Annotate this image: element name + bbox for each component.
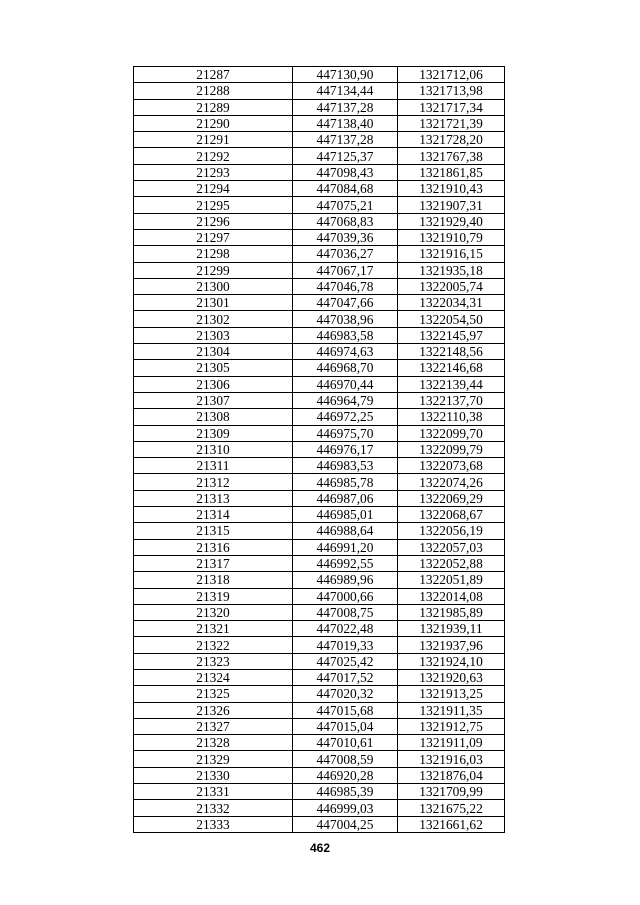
table-row [134,181,505,197]
point-number-cell: 21295 [134,197,293,213]
table-row [134,539,505,555]
x-coordinate-cell: 446987,06 [293,490,398,506]
x-coordinate-cell: 447004,25 [293,816,398,832]
x-coordinate-cell: 446972,25 [293,409,398,425]
table-row [134,213,505,229]
table-row [134,327,505,343]
point-number-cell: 21317 [134,555,293,571]
point-number-cell: 21289 [134,99,293,115]
point-number-cell: 21288 [134,83,293,99]
point-number-cell: 21328 [134,735,293,751]
point-number-cell: 21302 [134,311,293,327]
y-coordinate-cell: 1322139,44 [398,376,505,392]
point-number-cell: 21301 [134,295,293,311]
table-row [134,344,505,360]
x-coordinate-cell: 447015,04 [293,718,398,734]
y-coordinate-cell: 1321728,20 [398,132,505,148]
table-row [134,99,505,115]
coordinates-table-body [134,67,505,833]
y-coordinate-cell: 1322074,26 [398,474,505,490]
table-row [134,507,505,523]
x-coordinate-cell: 446920,28 [293,767,398,783]
table-row [134,604,505,620]
x-coordinate-cell: 447017,52 [293,669,398,685]
y-coordinate-cell: 1321721,39 [398,115,505,131]
x-coordinate-cell: 447098,43 [293,164,398,180]
y-coordinate-cell: 1321912,75 [398,718,505,734]
x-coordinate-cell: 447010,61 [293,735,398,751]
table-row [134,735,505,751]
y-coordinate-cell: 1321910,43 [398,181,505,197]
point-number-cell: 21305 [134,360,293,376]
y-coordinate-cell: 1321924,10 [398,653,505,669]
x-coordinate-cell: 446985,78 [293,474,398,490]
table-row [134,702,505,718]
y-coordinate-cell: 1321920,63 [398,669,505,685]
point-number-cell: 21315 [134,523,293,539]
table-row [134,458,505,474]
x-coordinate-cell: 446991,20 [293,539,398,555]
point-number-cell: 21306 [134,376,293,392]
table-row [134,83,505,99]
y-coordinate-cell: 1321929,40 [398,213,505,229]
point-number-cell: 21331 [134,784,293,800]
x-coordinate-cell: 447015,68 [293,702,398,718]
point-number-cell: 21319 [134,588,293,604]
point-number-cell: 21322 [134,637,293,653]
y-coordinate-cell: 1321767,38 [398,148,505,164]
y-coordinate-cell: 1321939,11 [398,621,505,637]
x-coordinate-cell: 447134,44 [293,83,398,99]
point-number-cell: 21325 [134,686,293,702]
y-coordinate-cell: 1322099,70 [398,425,505,441]
page-number: 462 [309,841,331,855]
x-coordinate-cell: 447000,66 [293,588,398,604]
y-coordinate-cell: 1322110,38 [398,409,505,425]
point-number-cell: 21303 [134,327,293,343]
table-row [134,621,505,637]
y-coordinate-cell: 1322068,67 [398,507,505,523]
x-coordinate-cell: 447008,59 [293,751,398,767]
y-coordinate-cell: 1321717,34 [398,99,505,115]
point-number-cell: 21299 [134,262,293,278]
x-coordinate-cell: 447075,21 [293,197,398,213]
table-row [134,278,505,294]
y-coordinate-cell: 1322034,31 [398,295,505,311]
table-row [134,653,505,669]
point-number-cell: 21308 [134,409,293,425]
x-coordinate-cell: 446970,44 [293,376,398,392]
table-row [134,311,505,327]
x-coordinate-cell: 446985,39 [293,784,398,800]
x-coordinate-cell: 447084,68 [293,181,398,197]
point-number-cell: 21300 [134,278,293,294]
y-coordinate-cell: 1321935,18 [398,262,505,278]
table-row [134,67,505,83]
table-row [134,490,505,506]
x-coordinate-cell: 447020,32 [293,686,398,702]
table-row [134,588,505,604]
x-coordinate-cell: 447125,37 [293,148,398,164]
point-number-cell: 21323 [134,653,293,669]
point-number-cell: 21316 [134,539,293,555]
y-coordinate-cell: 1322073,68 [398,458,505,474]
x-coordinate-cell: 447008,75 [293,604,398,620]
table-row [134,164,505,180]
y-coordinate-cell: 1322145,97 [398,327,505,343]
table-row [134,800,505,816]
point-number-cell: 21312 [134,474,293,490]
y-coordinate-cell: 1322056,19 [398,523,505,539]
point-number-cell: 21309 [134,425,293,441]
y-coordinate-cell: 1322052,88 [398,555,505,571]
y-coordinate-cell: 1321913,25 [398,686,505,702]
table-row [134,816,505,832]
x-coordinate-cell: 447130,90 [293,67,398,83]
table-row [134,376,505,392]
point-number-cell: 21326 [134,702,293,718]
y-coordinate-cell: 1321937,96 [398,637,505,653]
x-coordinate-cell: 447067,17 [293,262,398,278]
point-number-cell: 21314 [134,507,293,523]
point-number-cell: 21296 [134,213,293,229]
table-row [134,295,505,311]
point-number-cell: 21327 [134,718,293,734]
point-number-cell: 21293 [134,164,293,180]
x-coordinate-cell: 447036,27 [293,246,398,262]
x-coordinate-cell: 447137,28 [293,132,398,148]
point-number-cell: 21287 [134,67,293,83]
table-row [134,686,505,702]
table-row [134,555,505,571]
x-coordinate-cell: 446974,63 [293,344,398,360]
x-coordinate-cell: 447138,40 [293,115,398,131]
point-number-cell: 21332 [134,800,293,816]
y-coordinate-cell: 1321910,79 [398,229,505,245]
x-coordinate-cell: 447068,83 [293,213,398,229]
x-coordinate-cell: 446992,55 [293,555,398,571]
x-coordinate-cell: 447046,78 [293,278,398,294]
y-coordinate-cell: 1322051,89 [398,572,505,588]
y-coordinate-cell: 1321911,09 [398,735,505,751]
y-coordinate-cell: 1322137,70 [398,392,505,408]
table-row [134,392,505,408]
table-row [134,197,505,213]
y-coordinate-cell: 1321675,22 [398,800,505,816]
x-coordinate-cell: 447039,36 [293,229,398,245]
point-number-cell: 21297 [134,229,293,245]
y-coordinate-cell: 1322054,50 [398,311,505,327]
table-row [134,637,505,653]
y-coordinate-cell: 1321713,98 [398,83,505,99]
y-coordinate-cell: 1321907,31 [398,197,505,213]
point-number-cell: 21333 [134,816,293,832]
y-coordinate-cell: 1322057,03 [398,539,505,555]
y-coordinate-cell: 1321709,99 [398,784,505,800]
point-number-cell: 21311 [134,458,293,474]
table-row [134,441,505,457]
x-coordinate-cell: 446988,64 [293,523,398,539]
y-coordinate-cell: 1321985,89 [398,604,505,620]
y-coordinate-cell: 1322005,74 [398,278,505,294]
x-coordinate-cell: 447025,42 [293,653,398,669]
point-number-cell: 21313 [134,490,293,506]
coordinates-table [133,66,505,833]
x-coordinate-cell: 447019,33 [293,637,398,653]
x-coordinate-cell: 446983,53 [293,458,398,474]
point-number-cell: 21292 [134,148,293,164]
table-row [134,246,505,262]
y-coordinate-cell: 1321861,85 [398,164,505,180]
table-row [134,751,505,767]
point-number-cell: 21330 [134,767,293,783]
table-row [134,572,505,588]
y-coordinate-cell: 1322148,56 [398,344,505,360]
x-coordinate-cell: 446964,79 [293,392,398,408]
point-number-cell: 21320 [134,604,293,620]
point-number-cell: 21318 [134,572,293,588]
table-row [134,669,505,685]
point-number-cell: 21290 [134,115,293,131]
y-coordinate-cell: 1322146,68 [398,360,505,376]
x-coordinate-cell: 446985,01 [293,507,398,523]
table-row [134,262,505,278]
y-coordinate-cell: 1321876,04 [398,767,505,783]
x-coordinate-cell: 447022,48 [293,621,398,637]
table-row [134,718,505,734]
y-coordinate-cell: 1321916,03 [398,751,505,767]
point-number-cell: 21329 [134,751,293,767]
x-coordinate-cell: 446975,70 [293,425,398,441]
point-number-cell: 21324 [134,669,293,685]
table-row [134,767,505,783]
table-row [134,474,505,490]
point-number-cell: 21307 [134,392,293,408]
point-number-cell: 21298 [134,246,293,262]
table-row [134,148,505,164]
x-coordinate-cell: 447038,96 [293,311,398,327]
table-row [134,360,505,376]
x-coordinate-cell: 446968,70 [293,360,398,376]
point-number-cell: 21291 [134,132,293,148]
table-row [134,229,505,245]
y-coordinate-cell: 1321911,35 [398,702,505,718]
x-coordinate-cell: 447137,28 [293,99,398,115]
y-coordinate-cell: 1321661,62 [398,816,505,832]
table-row [134,115,505,131]
point-number-cell: 21294 [134,181,293,197]
point-number-cell: 21304 [134,344,293,360]
table-row [134,132,505,148]
x-coordinate-cell: 446989,96 [293,572,398,588]
point-number-cell: 21310 [134,441,293,457]
x-coordinate-cell: 446983,58 [293,327,398,343]
y-coordinate-cell: 1322099,79 [398,441,505,457]
y-coordinate-cell: 1322069,29 [398,490,505,506]
table-row [134,425,505,441]
table-row [134,784,505,800]
table-row [134,409,505,425]
y-coordinate-cell: 1322014,08 [398,588,505,604]
x-coordinate-cell: 446999,03 [293,800,398,816]
x-coordinate-cell: 447047,66 [293,295,398,311]
table-row [134,523,505,539]
y-coordinate-cell: 1321916,15 [398,246,505,262]
point-number-cell: 21321 [134,621,293,637]
x-coordinate-cell: 446976,17 [293,441,398,457]
y-coordinate-cell: 1321712,06 [398,67,505,83]
